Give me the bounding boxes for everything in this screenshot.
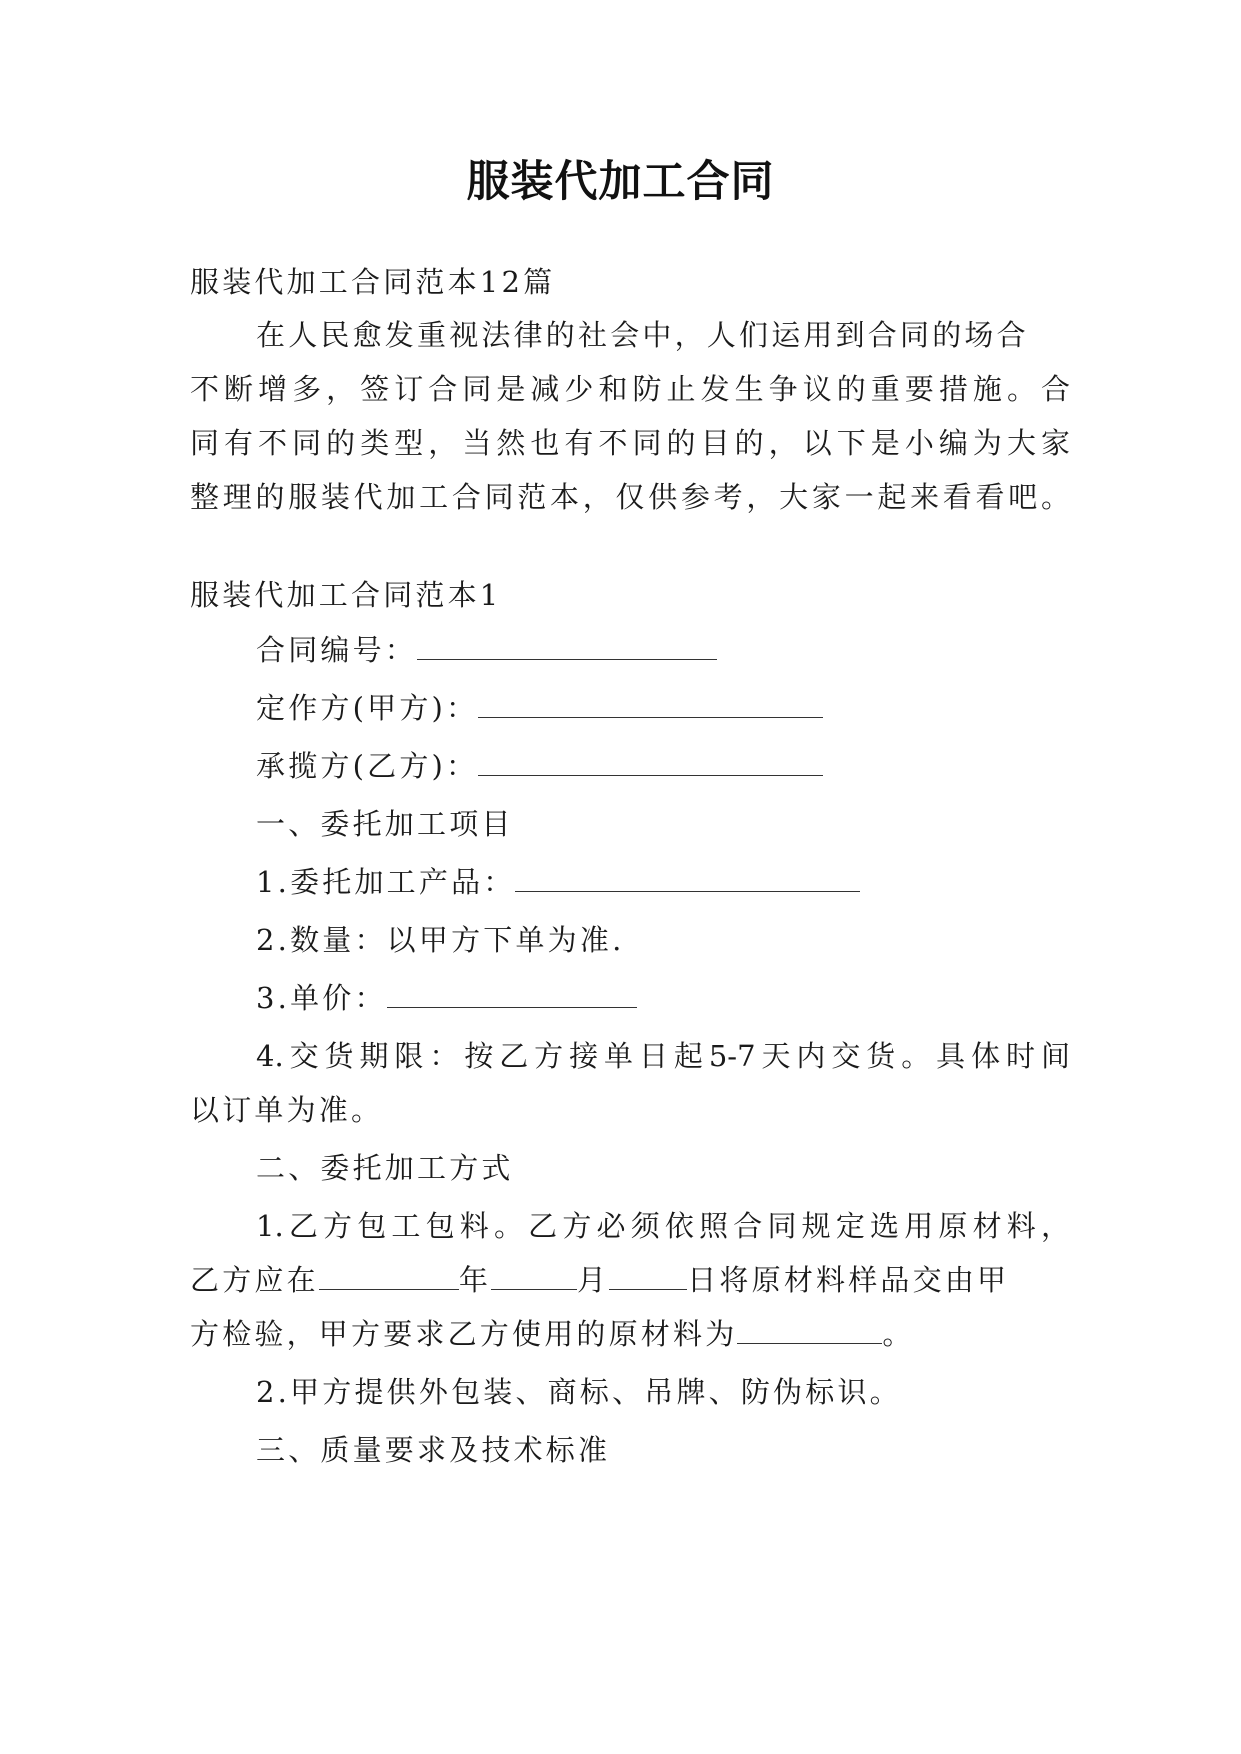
clause1-item4-line2: 以订单为准。	[190, 1093, 384, 1127]
contract-no-label: 合同编号：	[256, 633, 418, 667]
year-label: 年	[458, 1263, 492, 1297]
clause1-item1-row	[256, 862, 1136, 902]
section-title: 服装代加工合同范本1	[190, 578, 502, 612]
month-blank[interactable]	[491, 1265, 577, 1290]
clause1-item4-line1: 4.交货期限：按乙方接单日起5-7天内交货。具体时间	[256, 1039, 1070, 1073]
intro-line-3: 同有不同的类型，当然也有不同的目的，以下是小编为大家	[190, 426, 1070, 460]
clause1-heading: 一、委托加工项目	[256, 807, 514, 841]
clause2-item1-line2	[190, 1260, 1070, 1300]
clause2-item1-line3-start: 方检验，甲方要求乙方使用的原材料为	[190, 1317, 738, 1351]
contract-no-blank[interactable]	[417, 635, 717, 660]
document-title: 服装代加工合同	[466, 157, 775, 207]
party-a-label: 定作方(甲方)：	[256, 691, 479, 725]
clause2-item1-line1: 1.乙方包工包料。乙方必须依照合同规定选用原材料，	[256, 1209, 1070, 1243]
clause2-heading: 二、委托加工方式	[256, 1151, 514, 1185]
raw-material-blank[interactable]	[737, 1319, 882, 1344]
day-label: 日将原材料样品交由甲	[687, 1263, 1010, 1297]
intro-text-1: 在人民愈发重视法律的社会中，人们运用到合同的场合	[256, 318, 1029, 352]
clause1-item3-row	[256, 978, 1136, 1018]
party-a-blank[interactable]	[478, 693, 823, 718]
clause2-item2: 2.甲方提供外包装、商标、吊牌、防伪标识。	[256, 1375, 902, 1409]
unit-price-blank[interactable]	[387, 983, 637, 1008]
year-blank[interactable]	[319, 1265, 459, 1290]
party-b-blank[interactable]	[478, 751, 823, 776]
day-blank[interactable]	[609, 1265, 687, 1290]
product-blank[interactable]	[515, 867, 860, 892]
contract-no-row	[256, 630, 1136, 670]
clause1-item1-label: 1.委托加工产品：	[256, 865, 516, 899]
clause2-item1-line2-start: 乙方应在	[190, 1263, 319, 1297]
party-b-row	[256, 746, 1136, 786]
clause2-item1-line3	[190, 1314, 1070, 1354]
intro-line-1	[256, 315, 1070, 355]
clause1-item2: 2.数量：以甲方下单为准.	[256, 923, 625, 957]
document-subtitle: 服装代加工合同范本12篇	[190, 265, 556, 299]
party-a-row	[256, 688, 1136, 728]
intro-line-4: 整理的服装代加工合同范本，仅供参考，大家一起来看看吧。	[190, 480, 1070, 514]
month-label: 月	[577, 1263, 610, 1297]
intro-line-2: 不断增多，签订合同是减少和防止发生争议的重要措施。合	[190, 372, 1070, 406]
party-b-label: 承揽方(乙方)：	[256, 749, 479, 783]
clause3-heading: 三、质量要求及技术标准	[256, 1433, 611, 1467]
clause1-item3-label: 3.单价：	[256, 981, 387, 1015]
clause2-item1-line3-end: 。	[882, 1317, 915, 1351]
